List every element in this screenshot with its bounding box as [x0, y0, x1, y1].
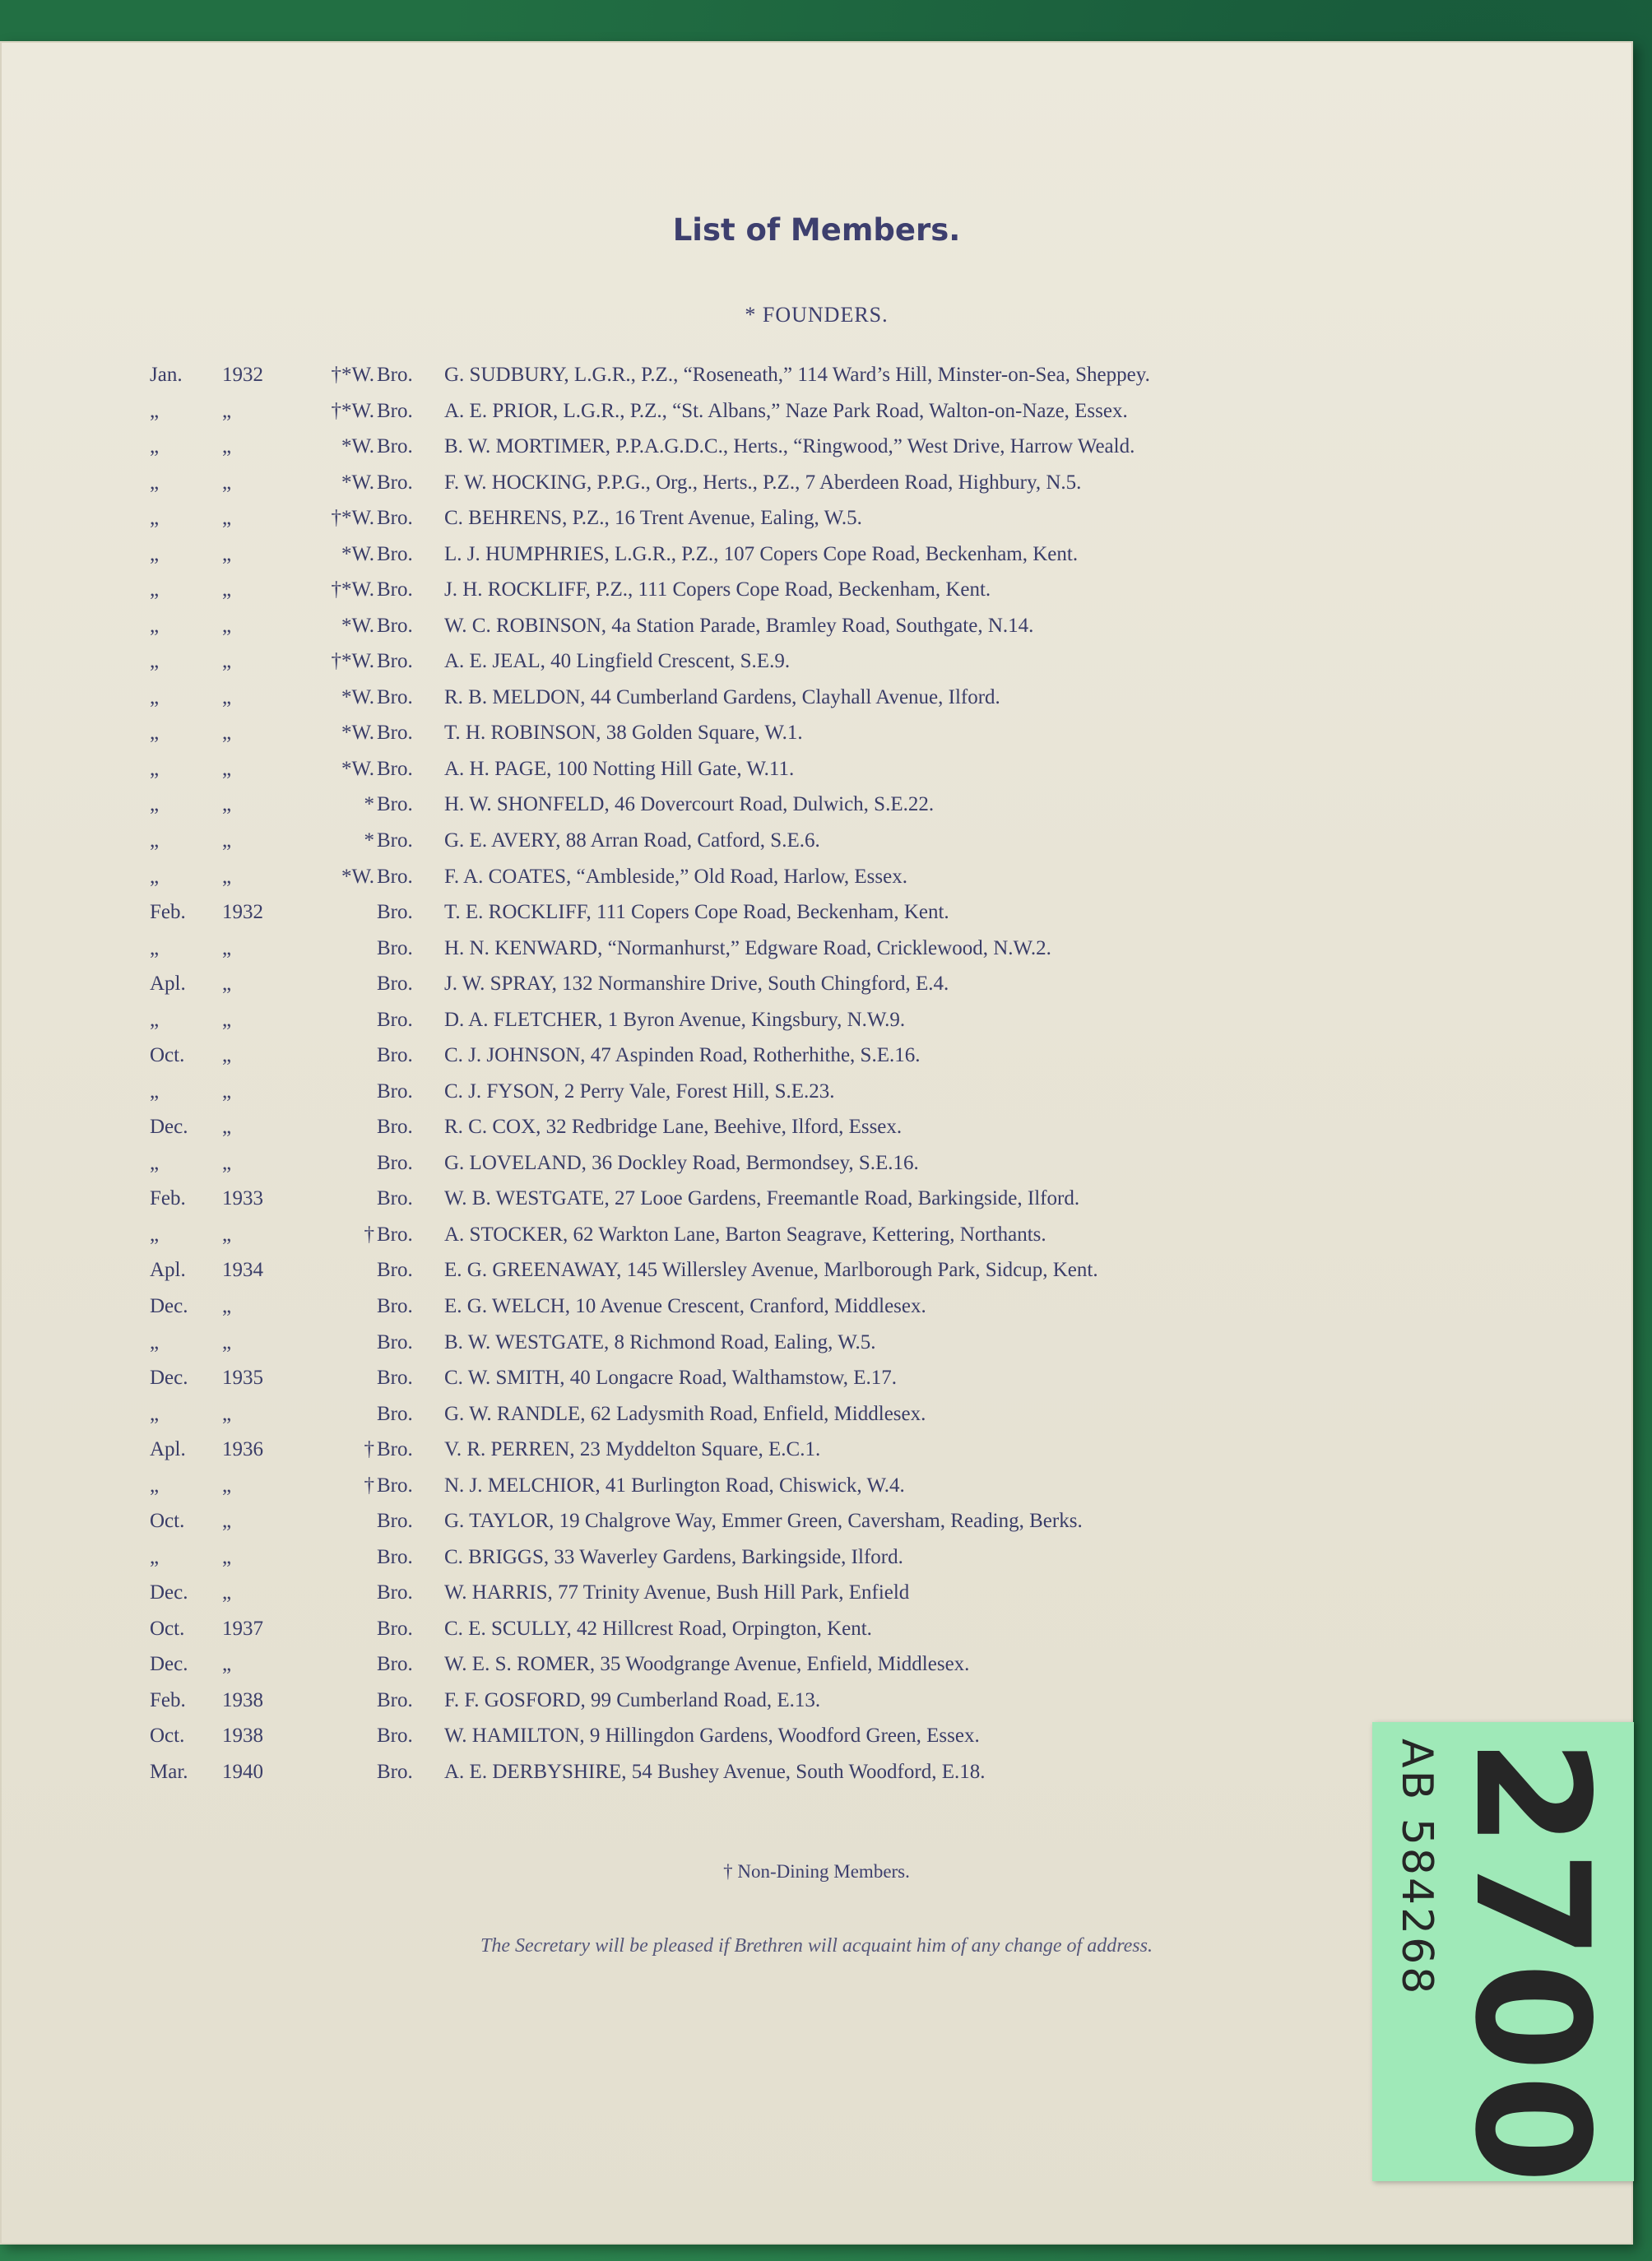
- member-rank: Bro.: [377, 936, 413, 959]
- member-row: [0, 650, 1633, 683]
- member-row: [0, 686, 1633, 719]
- member-year: „: [222, 1223, 232, 1246]
- member-rank: Bro.: [377, 757, 413, 780]
- member-year: 1937: [222, 1617, 263, 1640]
- member-details: J. W. SPRAY, 132 Normanshire Drive, South Chingford, E.4.: [444, 973, 949, 996]
- member-marks: †*W.: [331, 507, 374, 530]
- member-year: „: [222, 973, 232, 996]
- member-details: D. A. FLETCHER, 1 Byron Avenue, Kingsbury, N.W.9.: [444, 1008, 906, 1031]
- member-rank: Bro.: [377, 1725, 413, 1748]
- member-rank: Bro.: [377, 507, 413, 530]
- member-year: „: [222, 1008, 232, 1031]
- member-marks: *W.: [341, 614, 374, 637]
- member-rank: Bro.: [377, 1510, 413, 1533]
- member-rank: Bro.: [377, 1653, 413, 1676]
- member-rank: Bro.: [377, 578, 413, 601]
- member-rank: Bro.: [377, 901, 413, 924]
- member-year: „: [222, 542, 232, 565]
- member-year: 1932: [222, 364, 263, 386]
- member-row: [0, 1152, 1633, 1185]
- member-rank: Bro.: [377, 722, 413, 745]
- member-row: [0, 758, 1633, 791]
- member-row: [0, 1116, 1633, 1149]
- member-month: „: [150, 793, 160, 816]
- member-row: [0, 1403, 1633, 1436]
- member-row: [0, 1187, 1633, 1220]
- member-month: „: [150, 865, 160, 888]
- member-row: [0, 937, 1633, 970]
- member-details: C. J. FYSON, 2 Perry Vale, Forest Hill, S.E.23.: [444, 1079, 835, 1103]
- member-rank: Bro.: [377, 829, 413, 852]
- member-year: „: [222, 757, 232, 780]
- member-year: 1934: [222, 1259, 263, 1282]
- member-details: W. HAMILTON, 9 Hillingdon Gardens, Woodford Green, Essex.: [444, 1725, 980, 1748]
- member-month: „: [150, 471, 160, 494]
- member-month: „: [150, 1008, 160, 1031]
- member-rank: Bro.: [377, 1688, 413, 1711]
- member-row: [0, 1510, 1633, 1543]
- member-details: T. H. ROBINSON, 38 Golden Square, W.1.: [444, 722, 803, 745]
- member-row: [0, 1653, 1633, 1686]
- member-details: C. W. SMITH, 40 Longacre Road, Walthamstow, E.17.: [444, 1367, 898, 1390]
- member-month: Dec.: [150, 1367, 188, 1390]
- member-year: „: [222, 1474, 232, 1497]
- member-details: W. HARRIS, 77 Trinity Avenue, Bush Hill Park, Enfield: [444, 1581, 910, 1604]
- member-rank: Bro.: [377, 1761, 413, 1783]
- member-rank: Bro.: [377, 435, 413, 458]
- member-rank: Bro.: [377, 364, 413, 386]
- member-month: „: [150, 1223, 160, 1246]
- member-row: [0, 578, 1633, 611]
- member-details: C. J. JOHNSON, 47 Aspinden Road, Rotherhithe, S.E.16.: [444, 1044, 921, 1067]
- member-year: „: [222, 435, 232, 458]
- member-row: [0, 615, 1633, 648]
- member-month: Oct.: [150, 1617, 185, 1640]
- member-year: „: [222, 650, 232, 673]
- member-month: Oct.: [150, 1510, 185, 1533]
- member-month: Feb.: [150, 901, 186, 924]
- member-details: B. W. MORTIMER, P.P.A.G.D.C., Herts., “Ringwood,” West Drive, Harrow Weald.: [444, 435, 1135, 458]
- non-dining-footnote: † Non-Dining Members.: [723, 1861, 910, 1882]
- member-year: „: [222, 1079, 232, 1103]
- member-details: A. STOCKER, 62 Warkton Lane, Barton Seagrave, Kettering, Northants.: [444, 1223, 1046, 1246]
- member-year: „: [222, 793, 232, 816]
- member-marks: †*W.: [331, 399, 374, 422]
- member-rank: Bro.: [377, 542, 413, 565]
- member-details: A. E. PRIOR, L.G.R., P.Z., “St. Albans,” Naze Park Road, Walton-on-Naze, Essex.: [444, 399, 1128, 422]
- member-details: A. E. DERBYSHIRE, 54 Bushey Avenue, South Woodford, E.18.: [444, 1761, 986, 1783]
- member-month: Feb.: [150, 1187, 186, 1210]
- member-details: F. W. HOCKING, P.P.G., Org., Herts., P.Z., 7 Aberdeen Road, Highbury, N.5.: [444, 471, 1082, 494]
- member-row: [0, 435, 1633, 468]
- member-year: „: [222, 1510, 232, 1533]
- member-month: „: [150, 1151, 160, 1174]
- member-details: H. W. SHONFELD, 46 Dovercourt Road, Dulwich, S.E.22.: [444, 793, 935, 816]
- member-year: 1932: [222, 901, 263, 924]
- member-details: A. H. PAGE, 100 Notting Hill Gate, W.11.: [444, 757, 795, 780]
- member-rank: Bro.: [377, 1151, 413, 1174]
- member-row: [0, 1009, 1633, 1042]
- member-rank: Bro.: [377, 1008, 413, 1031]
- member-details: E. G. WELCH, 10 Avenue Crescent, Cranford, Middlesex.: [444, 1295, 926, 1317]
- member-year: „: [222, 1581, 232, 1604]
- member-rank: Bro.: [377, 1223, 413, 1246]
- member-details: G. E. AVERY, 88 Arran Road, Catford, S.E.6.: [444, 829, 820, 852]
- member-rank: Bro.: [377, 1402, 413, 1425]
- member-row: [0, 1689, 1633, 1722]
- member-year: 1935: [222, 1367, 263, 1390]
- member-row: [0, 901, 1633, 934]
- member-year: „: [222, 1116, 232, 1139]
- member-year: 1940: [222, 1761, 263, 1783]
- member-month: „: [150, 685, 160, 708]
- member-row: [0, 400, 1633, 433]
- member-details: G. SUDBURY, L.G.R., P.Z., “Roseneath,” 114 Ward’s Hill, Minster-on-Sea, Sheppey.: [444, 364, 1150, 386]
- member-marks: †: [364, 1223, 374, 1246]
- member-month: „: [150, 435, 160, 458]
- member-rank: Bro.: [377, 1187, 413, 1210]
- member-marks: *: [364, 829, 374, 852]
- member-month: Apl.: [150, 1259, 186, 1282]
- member-details: J. H. ROCKLIFF, P.Z., 111 Copers Cope Road, Beckenham, Kent.: [444, 578, 991, 601]
- member-details: C. BEHRENS, P.Z., 16 Trent Avenue, Ealing, W.5.: [444, 507, 862, 530]
- member-marks: †: [364, 1474, 374, 1497]
- member-row: [0, 1367, 1633, 1400]
- member-month: Mar.: [150, 1761, 188, 1783]
- member-marks: †*W.: [331, 364, 374, 386]
- member-year: 1938: [222, 1725, 263, 1748]
- member-year: 1933: [222, 1187, 263, 1210]
- member-details: H. N. KENWARD, “Normanhurst,” Edgware Road, Cricklewood, N.W.2.: [444, 936, 1051, 959]
- member-row: [0, 1223, 1633, 1256]
- auction-lot-tag: [1372, 1722, 1634, 2187]
- member-marks: *W.: [341, 542, 374, 565]
- member-year: „: [222, 471, 232, 494]
- member-year: „: [222, 1295, 232, 1317]
- member-details: L. J. HUMPHRIES, L.G.R., P.Z., 107 Copers Cope Road, Beckenham, Kent.: [444, 542, 1079, 565]
- member-details: W. E. S. ROMER, 35 Woodgrange Avenue, Enfield, Middlesex.: [444, 1653, 970, 1676]
- member-marks: †*W.: [331, 578, 374, 601]
- member-row: [0, 1259, 1633, 1292]
- member-month: „: [150, 829, 160, 852]
- member-month: „: [150, 1330, 160, 1353]
- member-month: „: [150, 1545, 160, 1568]
- member-year: „: [222, 1330, 232, 1353]
- secretary-note: The Secretary will be pleased if Brethren will acquaint him of any change of address.: [480, 1935, 1153, 1957]
- member-marks: †*W.: [331, 650, 374, 673]
- member-year: „: [222, 685, 232, 708]
- member-rank: Bro.: [377, 614, 413, 637]
- member-rank: Bro.: [377, 1079, 413, 1103]
- member-marks: *W.: [341, 722, 374, 745]
- member-marks: *W.: [341, 865, 374, 888]
- member-details: R. C. COX, 32 Redbridge Lane, Beehive, Ilford, Essex.: [444, 1116, 903, 1139]
- member-rank: Bro.: [377, 1438, 413, 1461]
- member-rank: Bro.: [377, 973, 413, 996]
- lot-reference: AB 584268: [1392, 1739, 1441, 1997]
- member-rank: Bro.: [377, 650, 413, 673]
- member-marks: *W.: [341, 685, 374, 708]
- member-details: W. C. ROBINSON, 4a Station Parade, Bramley Road, Southgate, N.14.: [444, 614, 1034, 637]
- member-year: „: [222, 507, 232, 530]
- member-rank: Bro.: [377, 793, 413, 816]
- member-row: [0, 1474, 1633, 1507]
- member-details: B. W. WESTGATE, 8 Richmond Road, Ealing, W.5.: [444, 1330, 876, 1353]
- member-row: [0, 507, 1633, 540]
- member-rank: Bro.: [377, 1295, 413, 1317]
- member-month: Oct.: [150, 1725, 185, 1748]
- member-month: „: [150, 722, 160, 745]
- member-marks: †: [364, 1438, 374, 1461]
- member-year: „: [222, 936, 232, 959]
- member-rank: Bro.: [377, 399, 413, 422]
- member-year: „: [222, 399, 232, 422]
- member-year: „: [222, 1653, 232, 1676]
- member-row: [0, 1438, 1633, 1471]
- member-rank: Bro.: [377, 1259, 413, 1282]
- member-details: N. J. MELCHIOR, 41 Burlington Road, Chiswick, W.4.: [444, 1474, 905, 1497]
- member-details: G. W. RANDLE, 62 Ladysmith Road, Enfield, Middlesex.: [444, 1402, 926, 1425]
- member-details: F. A. COATES, “Ambleside,” Old Road, Harlow, Essex.: [444, 865, 907, 888]
- member-row: [0, 1295, 1633, 1328]
- member-row: [0, 1080, 1633, 1113]
- member-year: „: [222, 722, 232, 745]
- member-row: [0, 829, 1633, 862]
- member-marks: *W.: [341, 757, 374, 780]
- member-marks: *W.: [341, 435, 374, 458]
- member-rank: Bro.: [377, 1367, 413, 1390]
- member-month: „: [150, 1402, 160, 1425]
- member-rank: Bro.: [377, 685, 413, 708]
- member-year: 1936: [222, 1438, 263, 1461]
- member-month: „: [150, 1474, 160, 1497]
- member-year: „: [222, 614, 232, 637]
- member-row: [0, 1044, 1633, 1077]
- member-year: „: [222, 865, 232, 888]
- member-rank: Bro.: [377, 1116, 413, 1139]
- member-month: „: [150, 1079, 160, 1103]
- member-row: [0, 1581, 1633, 1614]
- member-rank: Bro.: [377, 1474, 413, 1497]
- member-row: [0, 1618, 1633, 1650]
- member-month: Dec.: [150, 1116, 188, 1139]
- member-row: [0, 543, 1633, 576]
- member-row: [0, 973, 1633, 1005]
- member-month: Apl.: [150, 973, 186, 996]
- member-row: [0, 471, 1633, 504]
- member-row: [0, 793, 1633, 826]
- member-details: F. F. GOSFORD, 99 Cumberland Road, E.13.: [444, 1688, 821, 1711]
- member-month: „: [150, 578, 160, 601]
- member-details: C. BRIGGS, 33 Waverley Gardens, Barkingside, Ilford.: [444, 1545, 903, 1568]
- member-year: „: [222, 578, 232, 601]
- member-year: „: [222, 1402, 232, 1425]
- member-row: [0, 866, 1633, 898]
- member-month: „: [150, 936, 160, 959]
- member-year: „: [222, 1151, 232, 1174]
- member-details: W. B. WESTGATE, 27 Looe Gardens, Freemantle Road, Barkingside, Ilford.: [444, 1187, 1080, 1210]
- member-row: [0, 1331, 1633, 1364]
- member-rank: Bro.: [377, 1545, 413, 1568]
- member-month: „: [150, 650, 160, 673]
- member-details: E. G. GREENAWAY, 145 Willersley Avenue, Marlborough Park, Sidcup, Kent.: [444, 1259, 1098, 1282]
- member-year: „: [222, 829, 232, 852]
- member-marks: *: [364, 793, 374, 816]
- member-month: „: [150, 614, 160, 637]
- member-row: [0, 364, 1633, 397]
- member-month: „: [150, 542, 160, 565]
- member-month: Dec.: [150, 1295, 188, 1317]
- member-month: Dec.: [150, 1653, 188, 1676]
- document-title: List of Members.: [672, 212, 961, 248]
- member-rank: Bro.: [377, 471, 413, 494]
- member-month: Jan.: [150, 364, 183, 386]
- member-details: G. LOVELAND, 36 Dockley Road, Bermondsey, S.E.16.: [444, 1151, 919, 1174]
- member-rank: Bro.: [377, 1581, 413, 1604]
- member-details: A. E. JEAL, 40 Lingfield Crescent, S.E.9.: [444, 650, 791, 673]
- member-row: [0, 1546, 1633, 1579]
- member-details: V. R. PERREN, 23 Myddelton Square, E.C.1.: [444, 1438, 821, 1461]
- founders-heading: * FOUNDERS.: [745, 303, 889, 327]
- member-details: G. TAYLOR, 19 Chalgrove Way, Emmer Green, Caversham, Reading, Berks.: [444, 1510, 1083, 1533]
- member-year: „: [222, 1044, 232, 1067]
- member-row: [0, 722, 1633, 754]
- member-year: 1938: [222, 1688, 263, 1711]
- member-year: „: [222, 1545, 232, 1568]
- member-month: Oct.: [150, 1044, 185, 1067]
- member-month: Feb.: [150, 1688, 186, 1711]
- member-month: Apl.: [150, 1438, 186, 1461]
- member-details: T. E. ROCKLIFF, 111 Copers Cope Road, Beckenham, Kent.: [444, 901, 949, 924]
- member-month: „: [150, 507, 160, 530]
- member-month: Dec.: [150, 1581, 188, 1604]
- lot-number: 2700: [1441, 1739, 1622, 2187]
- member-rank: Bro.: [377, 865, 413, 888]
- member-rank: Bro.: [377, 1330, 413, 1353]
- member-details: R. B. MELDON, 44 Cumberland Gardens, Clayhall Avenue, Ilford.: [444, 685, 1000, 708]
- member-rank: Bro.: [377, 1044, 413, 1067]
- member-rank: Bro.: [377, 1617, 413, 1640]
- member-details: C. E. SCULLY, 42 Hillcrest Road, Orpington, Kent.: [444, 1617, 872, 1640]
- member-month: „: [150, 757, 160, 780]
- member-marks: *W.: [341, 471, 374, 494]
- member-month: „: [150, 399, 160, 422]
